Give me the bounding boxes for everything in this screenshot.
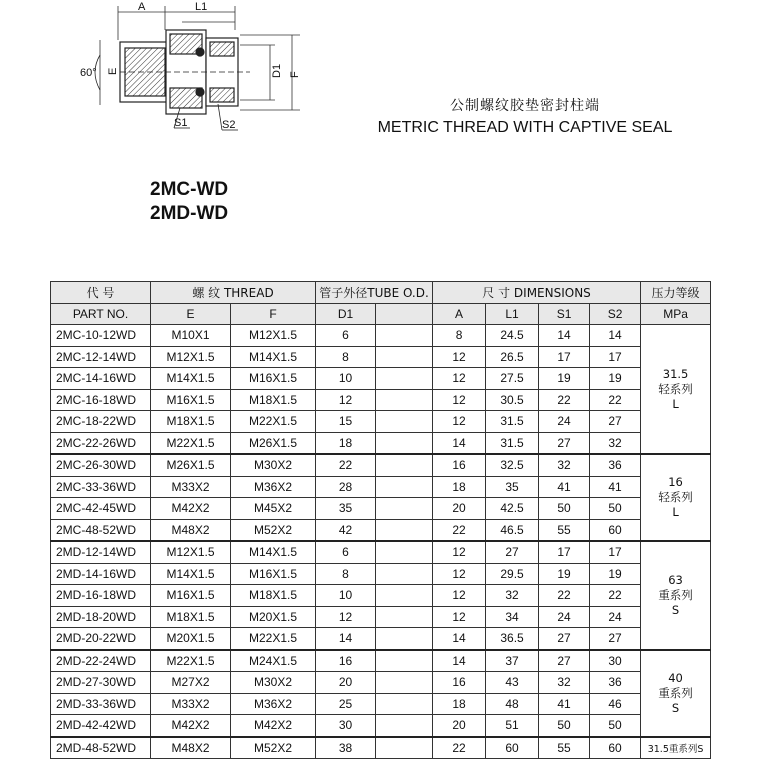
header-a: A	[433, 303, 486, 325]
table-row	[51, 411, 711, 433]
cell-dim-s1: 22	[539, 585, 590, 607]
cell-tube-blank	[376, 325, 433, 347]
dim-l1-label: L1	[195, 1, 208, 13]
table-row	[51, 693, 711, 715]
cell-dim-a: 16	[433, 454, 486, 476]
cell-thread-e: M18X1.5	[151, 411, 231, 433]
cell-dim-s2: 50	[590, 715, 641, 737]
cell-dim-l1: 48	[486, 693, 539, 715]
cell-part-no: 2MD-18-20WD	[51, 606, 151, 628]
cell-dim-l1: 29.5	[486, 563, 539, 585]
cell-dim-s2: 17	[590, 346, 641, 368]
cell-dim-s2: 27	[590, 411, 641, 433]
pressure-value: 63	[668, 572, 683, 587]
cell-thread-f: M22X1.5	[231, 628, 316, 650]
cell-tube-blank	[376, 650, 433, 672]
cell-tube-blank	[376, 432, 433, 454]
cell-dim-s2: 36	[590, 672, 641, 694]
cell-part-no: 2MC-26-30WD	[51, 454, 151, 476]
cell-tube-d1: 10	[316, 368, 376, 390]
cell-dim-l1: 31.5	[486, 432, 539, 454]
table-row	[51, 432, 711, 454]
cell-thread-f: M16X1.5	[231, 368, 316, 390]
table-row	[51, 346, 711, 368]
header-e: E	[151, 303, 231, 325]
pressure-value: 16	[668, 475, 683, 489]
cell-tube-blank	[376, 346, 433, 368]
cell-thread-e: M42X2	[151, 715, 231, 737]
cell-dim-l1: 30.5	[486, 389, 539, 411]
cell-dim-l1: 46.5	[486, 519, 539, 541]
table-row	[51, 585, 711, 607]
cell-thread-f: M12X1.5	[231, 325, 316, 347]
cell-tube-blank	[376, 606, 433, 628]
cell-dim-l1: 43	[486, 672, 539, 694]
table-row	[51, 476, 711, 498]
cell-part-no: 2MC-16-18WD	[51, 389, 151, 411]
cell-part-no: 2MC-12-14WD	[51, 346, 151, 368]
cell-dim-a: 14	[433, 650, 486, 672]
table-row	[51, 715, 711, 737]
cell-dim-a: 20	[433, 498, 486, 520]
pressure-series: 轻系列	[658, 490, 693, 504]
cell-thread-f: M18X1.5	[231, 389, 316, 411]
cell-tube-blank	[376, 737, 433, 759]
title-english: METRIC THREAD WITH CAPTIVE SEAL	[377, 119, 673, 136]
cell-part-no: 2MC-42-45WD	[51, 498, 151, 520]
cell-thread-f: M14X1.5	[231, 346, 316, 368]
cell-part-no: 2MD-12-14WD	[51, 541, 151, 563]
cell-dim-l1: 24.5	[486, 325, 539, 347]
cell-thread-e: M33X2	[151, 693, 231, 715]
model-code: 2MC-WD	[150, 179, 229, 200]
cell-dim-l1: 51	[486, 715, 539, 737]
cell-dim-a: 8	[433, 325, 486, 347]
pressure-mark: L	[672, 505, 679, 519]
header-s1: S1	[539, 303, 590, 325]
cell-dim-s2: 41	[590, 476, 641, 498]
model-codes	[150, 178, 228, 226]
cell-tube-d1: 12	[316, 606, 376, 628]
cell-tube-d1: 42	[316, 519, 376, 541]
cell-thread-f: M20X1.5	[231, 606, 316, 628]
cell-dim-s1: 55	[539, 737, 590, 759]
cell-tube-d1: 28	[316, 476, 376, 498]
cell-dim-s2: 50	[590, 498, 641, 520]
cell-dim-s1: 27	[539, 628, 590, 650]
cell-tube-d1: 12	[316, 389, 376, 411]
cell-dim-l1: 35	[486, 476, 539, 498]
dim-f-label: F	[289, 71, 301, 78]
cell-tube-d1: 30	[316, 715, 376, 737]
cell-part-no: 2MC-22-26WD	[51, 432, 151, 454]
table-row	[51, 541, 711, 563]
cell-thread-e: M20X1.5	[151, 628, 231, 650]
cell-thread-f: M52X2	[231, 519, 316, 541]
cell-tube-blank	[376, 715, 433, 737]
pressure-series: 轻系列	[658, 381, 693, 396]
cell-part-no: 2MD-16-18WD	[51, 585, 151, 607]
cell-tube-blank	[376, 585, 433, 607]
cell-thread-e: M42X2	[151, 498, 231, 520]
cell-dim-s2: 60	[590, 519, 641, 541]
header-code: 代 号	[51, 282, 151, 304]
cell-dim-s1: 19	[539, 563, 590, 585]
cell-dim-l1: 42.5	[486, 498, 539, 520]
cell-dim-s1: 14	[539, 325, 590, 347]
cell-tube-d1: 6	[316, 541, 376, 563]
header-row-2	[51, 303, 711, 325]
cell-dim-l1: 26.5	[486, 346, 539, 368]
cell-tube-blank	[376, 672, 433, 694]
pressure-mark: L	[672, 396, 679, 411]
cell-dim-a: 16	[433, 672, 486, 694]
cell-dim-l1: 32.5	[486, 454, 539, 476]
cell-dim-a: 14	[433, 432, 486, 454]
cell-tube-blank	[376, 693, 433, 715]
cell-tube-d1: 20	[316, 672, 376, 694]
pressure-class	[641, 650, 711, 737]
cell-dim-l1: 34	[486, 606, 539, 628]
header-dimensions: 尺 寸 DIMENSIONS	[433, 282, 641, 304]
table-row	[51, 389, 711, 411]
cell-dim-s2: 14	[590, 325, 641, 347]
header-row-1	[51, 282, 711, 304]
cell-dim-a: 12	[433, 606, 486, 628]
cell-dim-s2: 19	[590, 368, 641, 390]
pressure-series: 重系列	[658, 685, 693, 700]
title-block	[360, 95, 690, 137]
cell-dim-s1: 32	[539, 454, 590, 476]
cell-thread-e: M12X1.5	[151, 541, 231, 563]
cell-dim-a: 12	[433, 368, 486, 390]
pressure-value: 40	[668, 670, 683, 685]
cell-dim-l1: 27	[486, 541, 539, 563]
table-row	[51, 563, 711, 585]
cell-tube-blank	[376, 541, 433, 563]
header-blank	[376, 303, 433, 325]
dim-a-label: A	[138, 1, 146, 13]
cell-part-no: 2MD-27-30WD	[51, 672, 151, 694]
table-row	[51, 325, 711, 347]
angle-label: 60°	[80, 67, 97, 79]
header-mpa: MPa	[641, 303, 711, 325]
header-tube: 管子外径TUBE O.D.	[316, 282, 433, 304]
cell-thread-e: M48X2	[151, 737, 231, 759]
cell-tube-d1: 38	[316, 737, 376, 759]
cell-part-no: 2MD-42-42WD	[51, 715, 151, 737]
cell-dim-l1: 60	[486, 737, 539, 759]
s2-label: S2	[222, 119, 236, 131]
cell-thread-f: M30X2	[231, 672, 316, 694]
cell-thread-f: M22X1.5	[231, 411, 316, 433]
cell-tube-blank	[376, 498, 433, 520]
cell-dim-a: 14	[433, 628, 486, 650]
cell-thread-e: M22X1.5	[151, 432, 231, 454]
title-chinese: 公制螺纹胶垫密封柱端	[450, 98, 600, 114]
cell-dim-a: 12	[433, 389, 486, 411]
cell-thread-e: M33X2	[151, 476, 231, 498]
cell-tube-d1: 10	[316, 585, 376, 607]
cell-dim-a: 12	[433, 411, 486, 433]
cell-tube-blank	[376, 454, 433, 476]
cell-dim-s2: 19	[590, 563, 641, 585]
cell-dim-s1: 50	[539, 498, 590, 520]
table-row	[51, 650, 711, 672]
cell-thread-e: M48X2	[151, 519, 231, 541]
header-f: F	[231, 303, 316, 325]
header-s2: S2	[590, 303, 641, 325]
cell-tube-blank	[376, 368, 433, 390]
cell-dim-s1: 32	[539, 672, 590, 694]
cell-tube-d1: 16	[316, 650, 376, 672]
cell-thread-e: M26X1.5	[151, 454, 231, 476]
table-row	[51, 519, 711, 541]
cell-thread-f: M14X1.5	[231, 541, 316, 563]
cell-part-no: 2MC-33-36WD	[51, 476, 151, 498]
pressure-mark: S	[671, 602, 680, 617]
cell-tube-blank	[376, 519, 433, 541]
cell-thread-f: M24X1.5	[231, 650, 316, 672]
cell-dim-a: 12	[433, 541, 486, 563]
cell-dim-s1: 17	[539, 346, 590, 368]
cell-dim-s2: 22	[590, 585, 641, 607]
cell-dim-a: 12	[433, 563, 486, 585]
cell-dim-s2: 32	[590, 432, 641, 454]
cell-dim-s1: 22	[539, 389, 590, 411]
cell-dim-l1: 32	[486, 585, 539, 607]
cell-part-no: 2MD-48-52WD	[51, 737, 151, 759]
cell-dim-l1: 37	[486, 650, 539, 672]
cell-dim-a: 22	[433, 737, 486, 759]
cell-dim-a: 22	[433, 519, 486, 541]
s1-label: S1	[174, 117, 188, 129]
cell-part-no: 2MC-10-12WD	[51, 325, 151, 347]
table-row	[51, 454, 711, 476]
cell-tube-blank	[376, 389, 433, 411]
cell-thread-e: M16X1.5	[151, 585, 231, 607]
cell-tube-blank	[376, 411, 433, 433]
pressure-class	[641, 325, 711, 455]
cell-thread-f: M36X2	[231, 693, 316, 715]
cell-tube-d1: 35	[316, 498, 376, 520]
cell-tube-blank	[376, 628, 433, 650]
cell-dim-l1: 36.5	[486, 628, 539, 650]
cell-dim-a: 12	[433, 585, 486, 607]
cell-thread-f: M36X2	[231, 476, 316, 498]
cell-dim-s2: 30	[590, 650, 641, 672]
cell-thread-f: M16X1.5	[231, 563, 316, 585]
cell-thread-f: M18X1.5	[231, 585, 316, 607]
header-part-no: PART NO.	[51, 303, 151, 325]
spec-table-body	[51, 325, 711, 759]
cell-dim-s2: 46	[590, 693, 641, 715]
cell-part-no: 2MD-33-36WD	[51, 693, 151, 715]
cell-part-no: 2MD-20-22WD	[51, 628, 151, 650]
cell-dim-s2: 27	[590, 628, 641, 650]
cell-part-no: 2MC-18-22WD	[51, 411, 151, 433]
cell-dim-s2: 17	[590, 541, 641, 563]
cell-thread-f: M30X2	[231, 454, 316, 476]
cell-thread-e: M14X1.5	[151, 563, 231, 585]
cell-dim-s2: 36	[590, 454, 641, 476]
cell-dim-s2: 24	[590, 606, 641, 628]
cell-dim-s2: 60	[590, 737, 641, 759]
cell-tube-d1: 8	[316, 346, 376, 368]
cell-dim-s1: 19	[539, 368, 590, 390]
cell-dim-l1: 31.5	[486, 411, 539, 433]
cell-tube-d1: 14	[316, 628, 376, 650]
table-row	[51, 672, 711, 694]
table-row	[51, 498, 711, 520]
pressure-mark: S	[671, 700, 680, 715]
cell-thread-e: M16X1.5	[151, 389, 231, 411]
header-d1: D1	[316, 303, 376, 325]
cell-tube-blank	[376, 563, 433, 585]
pressure-value: 31.5	[662, 366, 689, 381]
cell-tube-d1: 18	[316, 432, 376, 454]
table-row	[51, 368, 711, 390]
model-code: 2MD-WD	[150, 203, 229, 224]
cell-thread-e: M18X1.5	[151, 606, 231, 628]
cell-thread-e: M22X1.5	[151, 650, 231, 672]
cell-part-no: 2MD-22-24WD	[51, 650, 151, 672]
cell-dim-s1: 55	[539, 519, 590, 541]
cell-dim-a: 12	[433, 346, 486, 368]
cell-thread-f: M45X2	[231, 498, 316, 520]
pressure-class	[641, 454, 711, 541]
cell-dim-a: 18	[433, 693, 486, 715]
cell-tube-d1: 6	[316, 325, 376, 347]
cell-dim-a: 20	[433, 715, 486, 737]
cell-part-no: 2MD-14-16WD	[51, 563, 151, 585]
spec-table	[50, 281, 711, 759]
dim-d1-label: D1	[271, 63, 283, 78]
cell-tube-d1: 15	[316, 411, 376, 433]
cell-part-no: 2MC-48-52WD	[51, 519, 151, 541]
cell-dim-s1: 50	[539, 715, 590, 737]
cell-thread-f: M26X1.5	[231, 432, 316, 454]
pressure-class	[641, 541, 711, 650]
cell-thread-e: M14X1.5	[151, 368, 231, 390]
cell-dim-s1: 41	[539, 693, 590, 715]
pressure-class: 31.5重系列S	[641, 737, 711, 759]
cell-tube-d1: 22	[316, 454, 376, 476]
cell-dim-s1: 41	[539, 476, 590, 498]
table-row	[51, 737, 711, 759]
cell-dim-s1: 27	[539, 650, 590, 672]
cell-thread-e: M12X1.5	[151, 346, 231, 368]
fitting-body	[120, 30, 250, 114]
table-row	[51, 606, 711, 628]
cell-tube-d1: 8	[316, 563, 376, 585]
cell-dim-l1: 27.5	[486, 368, 539, 390]
fitting-drawing	[70, 0, 310, 150]
header-l1: L1	[486, 303, 539, 325]
cell-dim-a: 18	[433, 476, 486, 498]
pressure-series: 重系列	[658, 587, 693, 602]
table-row	[51, 628, 711, 650]
header-thread: 螺 纹 THREAD	[151, 282, 316, 304]
cell-dim-s1: 17	[539, 541, 590, 563]
header-pressure: 压力等级	[641, 282, 711, 304]
cell-dim-s1: 27	[539, 432, 590, 454]
dim-e-label: E	[107, 67, 119, 75]
cell-tube-d1: 25	[316, 693, 376, 715]
cell-thread-e: M27X2	[151, 672, 231, 694]
cell-thread-f: M52X2	[231, 737, 316, 759]
cell-dim-s1: 24	[539, 411, 590, 433]
cell-tube-blank	[376, 476, 433, 498]
cell-dim-s1: 24	[539, 606, 590, 628]
cell-part-no: 2MC-14-16WD	[51, 368, 151, 390]
cell-thread-f: M42X2	[231, 715, 316, 737]
cell-dim-s2: 22	[590, 389, 641, 411]
cell-thread-e: M10X1	[151, 325, 231, 347]
